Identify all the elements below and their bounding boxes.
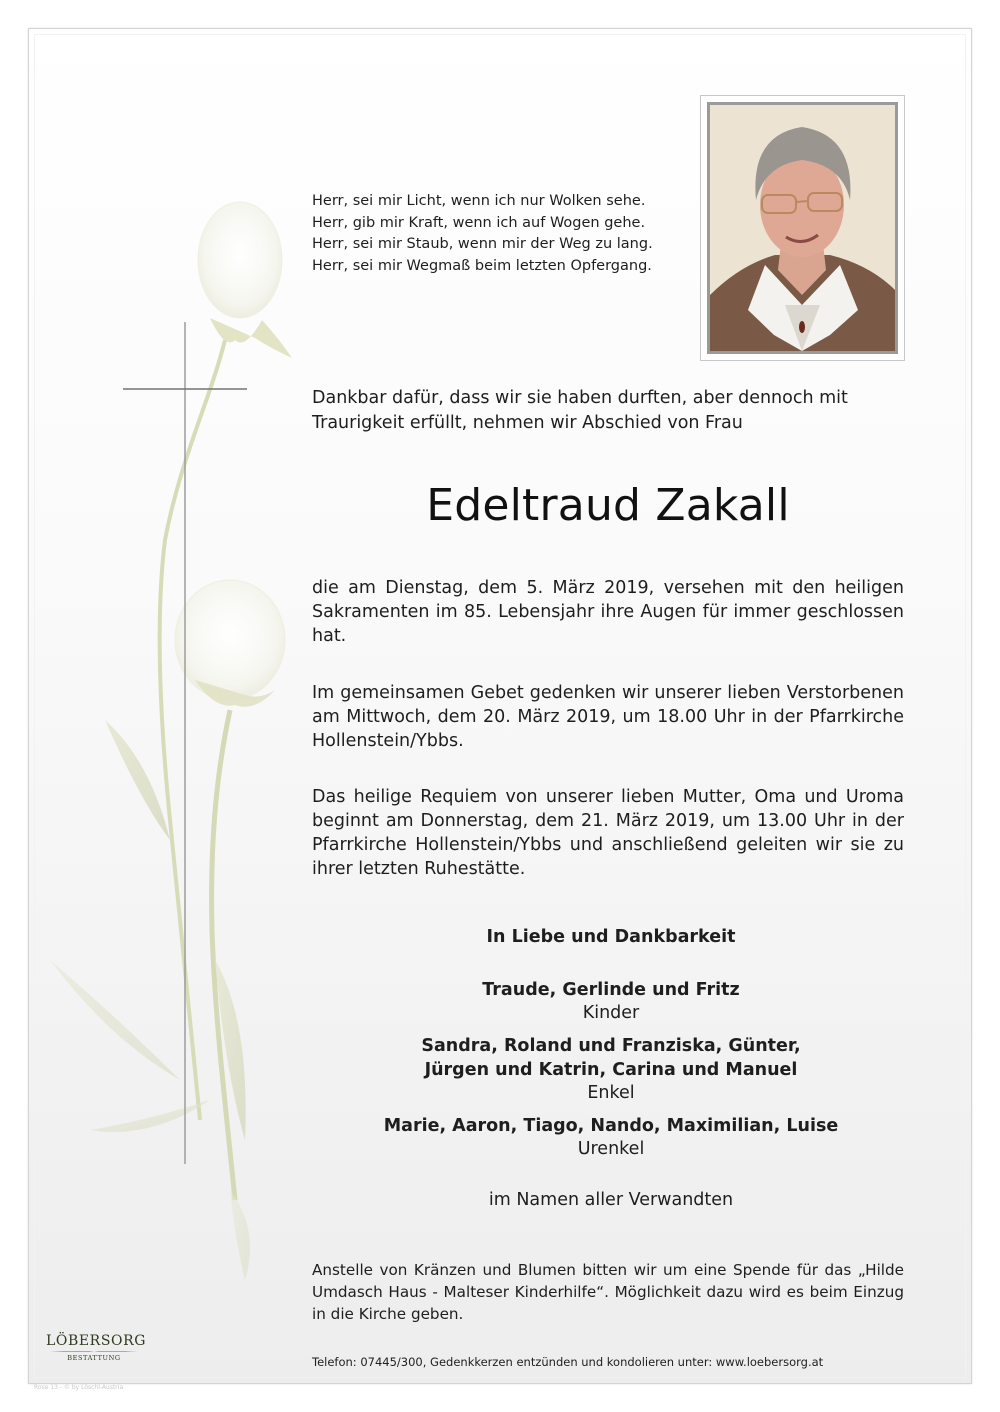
logo-subtitle: BESTATTUNG xyxy=(67,1354,121,1362)
children-label: Kinder xyxy=(582,1003,640,1023)
donation-note: Anstelle von Kränzen und Blumen bitten wir um eine Spende für das „Hilde Umdasch Haus - Malteser Kinderhilfe“. Möglichkeit dazu wird es beim Einzug in die Kirche geben. xyxy=(312,1261,904,1323)
verse-line: Herr, gib mir Kraft, wenn ich auf Wogen gehe. xyxy=(312,214,646,231)
grandchildren-names: Jürgen und Katrin, Carina und Manuel xyxy=(424,1060,798,1080)
logo-divider xyxy=(50,1351,138,1352)
intro-text: Dankbar dafür, dass wir sie haben durften, aber dennoch mit Traurigkeit erfüllt, nehmen wir Abschied von Frau xyxy=(312,388,848,433)
children-names: Traude, Gerlinde und Fritz xyxy=(482,980,740,1000)
grandchildren-label: Enkel xyxy=(587,1083,635,1103)
verse-line: Herr, sei mir Licht, wenn ich nur Wolken sehe. xyxy=(312,193,646,209)
great-grandchildren-label: Urenkel xyxy=(577,1139,645,1159)
portrait-photo xyxy=(707,102,898,354)
contact-line: Telefon: 07445/300, Gedenkkerzen entzünden und kondolieren unter: www.loebersorg.at xyxy=(312,1355,824,1369)
verse-line: Herr, sei mir Staub, wenn mir der Weg zu lang. xyxy=(312,236,653,252)
verse xyxy=(312,191,692,277)
portrait-icon xyxy=(710,105,895,351)
great-grandchildren-names: Marie, Aaron, Tiago, Nando, Maximilian, Luise xyxy=(383,1116,839,1136)
mourners-block xyxy=(312,925,910,1211)
mourners-heading: In Liebe und Dankbarkeit xyxy=(486,927,736,947)
mourners-closing: im Namen aller Verwandten xyxy=(488,1190,734,1210)
image-credit: Rose 13 - © by Löschl-Austria xyxy=(34,1384,124,1391)
funeral-home-logo xyxy=(46,1333,147,1363)
logo-name: LÖBERSORG xyxy=(46,1333,147,1349)
portrait-frame xyxy=(700,95,905,361)
prayer-service-paragraph: Im gemeinsamen Gebet gedenken wir unserer lieben Verstorbenen am Mittwoch, dem 20. März 2019, um 18.00 Uhr in der Pfarrkirche Hollenstein/Ybbs. xyxy=(312,683,904,751)
requiem-paragraph: Das heilige Requiem von unserer lieben Mutter, Oma und Uroma beginnt am Donnerstag, dem 21. März 2019, um 13.00 Uhr in der Pfarrkirche Hollenstein/Ybbs und anschließend geleiten wir sie zu ihrer letzten Ruhestätte. xyxy=(312,787,904,879)
grandchildren-names: Sandra, Roland und Franziska, Günter, xyxy=(421,1036,801,1056)
death-notice-paragraph: die am Dienstag, dem 5. März 2019, versehen mit den heiligen Sakramenten im 85. Lebensjahr ihre Augen für immer geschlossen hat. xyxy=(312,578,904,646)
cross-horizontal-bar xyxy=(123,388,247,390)
cross-vertical-bar xyxy=(184,322,186,1164)
verse-line: Herr, sei mir Wegmaß beim letzten Opfergang. xyxy=(312,257,652,274)
deceased-name: Edeltraud Zakall xyxy=(426,480,790,531)
